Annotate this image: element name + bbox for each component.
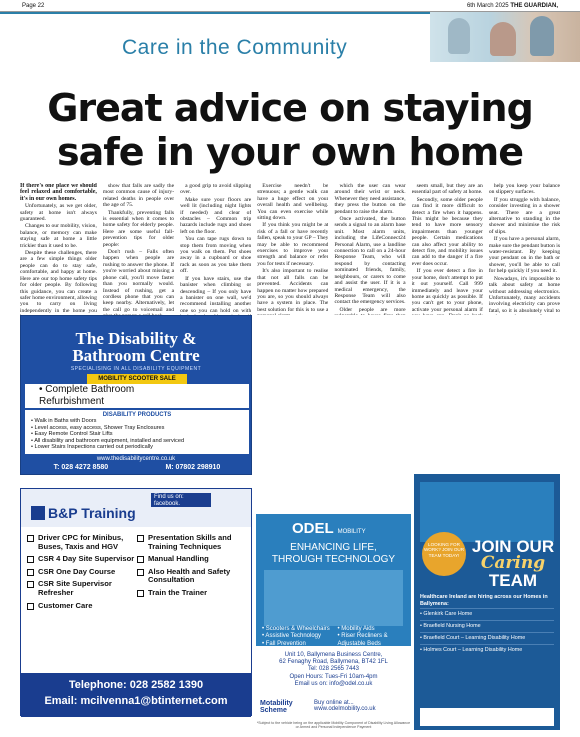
- product-item: • Lower Stairs Inspections carried out periodically: [31, 444, 153, 451]
- address-line: 62 Fenaghy Road, Ballymena, BT42 1FL: [279, 659, 388, 666]
- feature-item: • Riser Recliners & Adjustable Beds: [337, 633, 388, 647]
- ad-phone[interactable]: T: 028 4272 8580: [53, 464, 109, 471]
- odel-logo-text: ODEL: [292, 520, 334, 537]
- headline: [20, 86, 560, 174]
- mobility-products-photo: [264, 570, 403, 626]
- sale-badge: MOBILITY SCOOTER SALE: [87, 374, 187, 385]
- bathroom-refurb: [25, 384, 249, 408]
- care-home-item: • Braefield Court – Learning Disability Home: [420, 632, 554, 644]
- odel-features: [262, 626, 407, 648]
- issue-info: [467, 3, 558, 11]
- page-header: [0, 0, 580, 12]
- course-item: CSR One Day Course: [27, 568, 135, 577]
- care-photo: [430, 12, 580, 62]
- course-item: Train the Trainer: [137, 589, 249, 598]
- article-paragraph: show that falls are sadly the most common cause of injury-related deaths in people over the age of 75.: [102, 183, 175, 209]
- care-home-item: • Glenkirk Care Home: [420, 608, 554, 620]
- headline-line-1: Great advice on staying: [47, 86, 533, 130]
- article-paragraph: Older people are more: [339, 306, 406, 313]
- course-item: Presentation Skills and Training Techniques: [137, 534, 249, 551]
- ad-tagline: SPECIALISING IN ALL DISABILITY EQUIPMENT: [70, 366, 202, 372]
- article-column-1: [20, 183, 97, 315]
- article-paragraph: Nowadays, it's impossible to talk about safety at home without addressing electronics. Unfortunately, many accidents involving electricity can prove fatal, so it is absolutely vital to: [488, 275, 560, 314]
- article-paragraph: Don't rush – Falls often happen when people are rushing to answer the phone. If you're worried about missing a phone call, you'll move faster than you normally would. Instead of rushing, get a cordless phone that you can keep nearby. Alternatively, let the call go to voicemail and: [102, 249, 175, 313]
- ad-title-line-2: Bathroom Centre: [72, 346, 200, 365]
- product-item: • Level access, easy access, Shower Tray Enclosures: [31, 424, 165, 431]
- section-title: Care in the Community: [122, 36, 348, 59]
- course-list-left: [27, 534, 135, 614]
- checkbox-icon: [137, 590, 144, 597]
- odel-fine-print: *Subject to the vehicle being on the applicable Mobility Component of Disability Living Allowance or Armed and Personal Independence Payment: [256, 721, 411, 729]
- team-word: TEAM: [488, 571, 538, 590]
- care-home-item: • Holmes Court – Learning Disability Home: [420, 644, 554, 656]
- headline-line-2: safe in your own home: [56, 130, 524, 174]
- odel-tagline-1: ENHANCING LIFE,: [290, 542, 377, 553]
- checkbox-icon: [27, 603, 34, 610]
- checkbox-icon: [137, 569, 144, 576]
- article-paragraph: Changes to our mobility, vision, balance, or memory can make staying safe at home a little trickier than it used to be.: [20, 223, 97, 249]
- article-paragraph: Once activated, the button sends a signal to an alarm base unit. Most alarm units, including the LifeConnect24 Personal Alarm, use a landline connection to call on a 24-hour Response Team, who will respond by contacting nominated friends, family, neighbours, or carers to come and assist the user. If it is a medical emergency, the Response Team will also contact the emergency services.: [334, 216, 406, 306]
- article-paragraph: If you ever detect a fire in your home, don't attempt to put it out yourself. Call 999 immediately and leave your home as quickly as possible. If you can't get to your phone, activate your personal alarm if: [411, 268, 483, 313]
- article-paragraph: seem small, but they are an essential part of safety at home.: [411, 183, 483, 196]
- checkbox-icon: [27, 535, 34, 542]
- ad-website[interactable]: www.thedisabilitycentre.co.uk: [96, 456, 176, 462]
- odel-website[interactable]: www.odelmobility.co.uk: [314, 706, 376, 712]
- article-column-3: [180, 183, 251, 315]
- caring-word: Caring: [480, 553, 546, 573]
- article-paragraph: Thankfully, preventing falls is essential when it comes to home safety for elderly people. Here are some useful fall-prevention tips for older people:: [102, 209, 175, 248]
- article-lead: If there's one place we should feel relaxed and comfortable, it's in our own homes.: [20, 183, 97, 202]
- course-item: Driver CPC for Minibus, Buses, Taxis and HGV: [27, 534, 135, 551]
- products-heading: DISABILITY PRODUCTS: [102, 412, 172, 418]
- course-item: Customer Care: [27, 602, 135, 611]
- bp-phone[interactable]: Telephone: 028 2582 1390: [68, 679, 204, 691]
- ad-phones: [25, 464, 249, 475]
- odel-tagline: [256, 542, 411, 566]
- odel-tagline-2: THROUGH TECHNOLOGY: [271, 554, 396, 565]
- bp-logo: [31, 505, 136, 521]
- ad-title-line-1: The Disability &: [75, 329, 197, 348]
- article-column-5: [334, 183, 405, 315]
- course-item: CSR Site Supervisor Refresher: [27, 580, 135, 597]
- join-word: JOIN: [471, 537, 512, 556]
- article-paragraph: If you have stairs, use the banister when climbing or descending – If you only have a banister on one wall, we'd recommend installing another one so you can hold on with: [180, 275, 252, 314]
- article-paragraph: Secondly, some older people can find it more difficult to detect a fire when it happens. This might be because they tend to have more sensory impairments than younger people. Certain medications can also affect your ability to detect fire, and mobility issues can add to the danger if a fire ever does occur.: [411, 196, 483, 267]
- odel-hours: Open Hours: Tues-Fri 10am-4pm: [289, 673, 378, 680]
- bp-name: B&P Training: [48, 505, 136, 521]
- course-item: Also Health and Safety Consultation: [137, 568, 249, 585]
- article-column-2: [103, 183, 174, 315]
- article-paragraph: If you have a personal alarm, make sure the pendant button is water-resistant. By keeping your pendant on in the bath or shower, you'll be able to call for help quickly if you need it.: [488, 236, 560, 275]
- course-item: Manual Handling: [137, 555, 249, 564]
- buy-online-label: Buy online at...: [314, 700, 354, 706]
- article-paragraph: Unfortunately, as we get older, safety at home isn't always guaranteed.: [20, 203, 97, 223]
- odel-logo: [292, 520, 366, 537]
- feature-item: • Assistive Technology: [262, 633, 322, 640]
- checkbox-icon: [137, 556, 144, 563]
- article-paragraph: which the user can wear around their wrist or neck. Whenever they need assistance, they press the button on the pendant to raise the alarm.: [334, 183, 406, 215]
- product-item: • Easy Remote Control Stair Lifts: [31, 431, 113, 438]
- odel-address: [256, 652, 411, 688]
- article-paragraph: Make sure your floors are well lit (including night lights if needed) and clear of obstacles – Common trip hazards include rugs and shoes left on the floor.: [180, 196, 252, 235]
- hiring-intro: Healthcare Ireland are hiring across our Homes in Ballymena:: [420, 594, 548, 607]
- our-word: OUR: [516, 537, 555, 556]
- feature-item: • Mobility Aids: [337, 626, 375, 632]
- odel-email[interactable]: Email us on: info@odel.co.uk: [294, 680, 373, 687]
- care-team-ad: [414, 474, 560, 730]
- feature-item: • Fall Prevention: [262, 640, 306, 647]
- bp-header: [21, 489, 251, 527]
- looking-for-work-badge: LOOKING FOR WORK? JOIN OUR TEAM TODAY!: [422, 532, 466, 576]
- course-list-right: [137, 534, 249, 602]
- bp-logo-icon: [31, 506, 45, 520]
- checkbox-icon: [27, 581, 34, 588]
- facebook-badge[interactable]: Find us on: facebook.: [151, 493, 211, 507]
- article-paragraph: If you struggle with balance, consider investing in a shower seat. There are a great alternative to standing in the shower and minimise the risk of slips.: [488, 196, 560, 235]
- bp-email[interactable]: Email: mcilvenna1@btinternet.com: [44, 695, 228, 707]
- ad-mobile[interactable]: M: 07802 298910: [165, 464, 221, 471]
- odel-online: [314, 700, 409, 712]
- article-paragraph: Exercise needn't be strenuous; a gentle walk can have a huge effect on your overall health and wellbeing. You can even exercise while sitting down.: [257, 183, 329, 222]
- bp-training-ad: [20, 488, 252, 716]
- odel-logo-sub: MOBILITY: [337, 529, 366, 535]
- refurb-line-2: Refurbishment: [39, 396, 105, 407]
- product-item: • All disability and bathroom equipment, installed and serviced: [31, 437, 185, 444]
- odel-banner: [256, 514, 411, 646]
- article-paragraph: If you think you might be at risk of a fall or have recently fallen, speak to your GP – They may be able to recommend exercises to improve your strength and balance or refer you for tests if necessary.: [257, 222, 329, 267]
- issue-date: 6th March 2025: [466, 3, 509, 9]
- product-item: • Walk in Baths with Doors: [31, 418, 97, 425]
- bp-contact: [21, 673, 251, 717]
- article-paragraph: help you keep your balance on slippery surfaces.: [488, 183, 560, 196]
- products-box: [25, 410, 249, 454]
- article-paragraph: It's also important to realise that not all falls can be prevented. Accidents can happen no matter how prepared you are, so you should always have a system in place. The best solution for this is to use a: [257, 268, 329, 313]
- article-body: [20, 183, 560, 315]
- feature-item: • Scooters & Wheelchairs: [262, 626, 330, 632]
- odel-mobility-ad: [256, 474, 411, 730]
- paper-name: THE GUARDIAN,: [510, 3, 558, 9]
- care-home-item: • Braefield Nursing Home: [420, 620, 554, 632]
- article-paragraph: Despite these challenges, there are a few simple things older people can do to stay safe, comfortable, and happy at home. Here are our top home safety tips for older people. By following this guidance, you can create a safer home environment, allowing you to carry on living independently in the home you: [20, 250, 97, 314]
- refurb-line-1: • Complete Bathroom: [39, 384, 135, 395]
- article-column-4: [257, 183, 328, 315]
- checkbox-icon: [27, 556, 34, 563]
- join-heading: [470, 538, 556, 589]
- checkbox-icon: [137, 535, 144, 542]
- article-paragraph: You can tape rugs down to stop them from moving when you walk on them. Put shoes away in a cupboard or shoe rack as soon as you take them off.: [180, 236, 252, 275]
- checkbox-icon: [27, 569, 34, 576]
- course-item: CSR 4 Day Site Supervisor: [27, 555, 135, 564]
- motability-logo: Motability Scheme: [260, 700, 293, 714]
- address-line: Unit 10, Ballymena Business Centre,: [284, 652, 383, 658]
- article-column-6: [412, 183, 483, 315]
- ad-title: [21, 330, 251, 364]
- article-column-7: [489, 183, 560, 315]
- article-paragraph: a good grip to avoid slipping over.: [180, 183, 252, 196]
- care-logos: [420, 708, 554, 726]
- odel-phone[interactable]: Tel: 028 2565 7443: [307, 666, 360, 673]
- hiring-list: [420, 594, 554, 656]
- page-number: Page 22: [22, 3, 45, 9]
- disability-centre-ad: [20, 315, 252, 475]
